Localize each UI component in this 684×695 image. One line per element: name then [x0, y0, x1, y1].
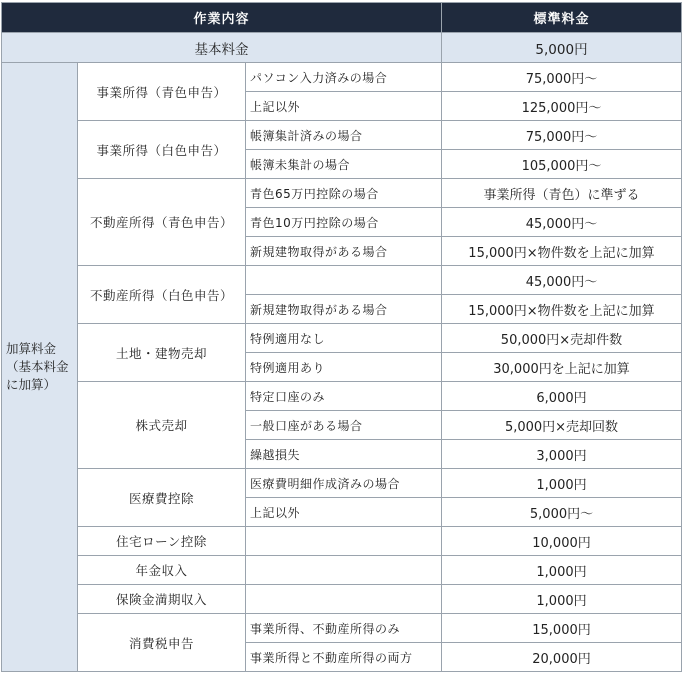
fee-row: [2, 324, 682, 353]
fee-cell: 105,000円～: [442, 150, 682, 179]
condition-cell: [246, 527, 442, 556]
fee-row: [2, 179, 682, 208]
condition-cell: 事業所得と不動産所得の両方: [246, 643, 442, 672]
fee-cell: 5,000円×売却回数: [442, 411, 682, 440]
fee-row: [2, 63, 682, 92]
condition-cell: [246, 266, 442, 295]
condition-cell: 事業所得、不動産所得のみ: [246, 614, 442, 643]
condition-cell: [246, 585, 442, 614]
base-fee-row: [2, 33, 682, 63]
surcharge-label-line: 加算料金: [6, 341, 57, 356]
fee-cell: 1,000円: [442, 585, 682, 614]
fee-cell: 75,000円～: [442, 63, 682, 92]
fee-cell: 事業所得（青色）に準ずる: [442, 179, 682, 208]
condition-cell: 新規建物取得がある場合: [246, 237, 442, 266]
header-fee: 標準料金: [442, 3, 682, 33]
header-work: 作業内容: [2, 3, 442, 33]
category-name: 株式売却: [78, 382, 246, 469]
category-name: 不動産所得（青色申告）: [78, 179, 246, 266]
condition-cell: 繰越損失: [246, 440, 442, 469]
condition-cell: 医療費明細作成済みの場合: [246, 469, 442, 498]
condition-cell: 青色65万円控除の場合: [246, 179, 442, 208]
condition-cell: 帳簿集計済みの場合: [246, 121, 442, 150]
category-name: 土地・建物売却: [78, 324, 246, 382]
category-name: 事業所得（白色申告）: [78, 121, 246, 179]
fee-row: [2, 266, 682, 295]
fee-cell: 1,000円: [442, 469, 682, 498]
base-fee-value: 5,000円: [442, 33, 682, 63]
condition-cell: 特例適用あり: [246, 353, 442, 382]
fee-cell: 15,000円×物件数を上記に加算: [442, 237, 682, 266]
fee-row: [2, 527, 682, 556]
fee-cell: 6,000円: [442, 382, 682, 411]
condition-cell: 新規建物取得がある場合: [246, 295, 442, 324]
fee-row: [2, 469, 682, 498]
condition-cell: 特定口座のみ: [246, 382, 442, 411]
condition-cell: 帳簿未集計の場合: [246, 150, 442, 179]
category-name: 不動産所得（白色申告）: [78, 266, 246, 324]
condition-cell: 青色10万円控除の場合: [246, 208, 442, 237]
condition-cell: 上記以外: [246, 92, 442, 121]
condition-cell: 一般口座がある場合: [246, 411, 442, 440]
condition-cell: パソコン入力済みの場合: [246, 63, 442, 92]
fee-cell: 75,000円～: [442, 121, 682, 150]
fee-cell: 30,000円を上記に加算: [442, 353, 682, 382]
category-name: 消費税申告: [78, 614, 246, 672]
category-name: 住宅ローン控除: [78, 527, 246, 556]
fee-row: [2, 121, 682, 150]
fee-table: [1, 2, 682, 672]
header-row: [2, 3, 682, 33]
category-name: 年金収入: [78, 556, 246, 585]
category-name: 医療費控除: [78, 469, 246, 527]
fee-row: [2, 585, 682, 614]
base-fee-label: 基本料金: [2, 33, 442, 63]
condition-cell: [246, 556, 442, 585]
surcharge-label-line: （基本料金: [6, 359, 69, 374]
category-name: 事業所得（青色申告）: [78, 63, 246, 121]
condition-cell: 特例適用なし: [246, 324, 442, 353]
fee-row: [2, 556, 682, 585]
fee-cell: 20,000円: [442, 643, 682, 672]
fee-cell: 5,000円～: [442, 498, 682, 527]
fee-row: [2, 614, 682, 643]
condition-cell: 上記以外: [246, 498, 442, 527]
fee-cell: 10,000円: [442, 527, 682, 556]
category-name: 保険金満期収入: [78, 585, 246, 614]
surcharge-group-label: [2, 63, 78, 672]
fee-cell: 3,000円: [442, 440, 682, 469]
fee-cell: 1,000円: [442, 556, 682, 585]
fee-cell: 15,000円: [442, 614, 682, 643]
fee-cell: 45,000円～: [442, 208, 682, 237]
fee-cell: 45,000円～: [442, 266, 682, 295]
fee-cell: 50,000円×売却件数: [442, 324, 682, 353]
fee-row: [2, 382, 682, 411]
fee-cell: 125,000円～: [442, 92, 682, 121]
surcharge-label-line: に加算）: [6, 377, 57, 392]
fee-cell: 15,000円×物件数を上記に加算: [442, 295, 682, 324]
